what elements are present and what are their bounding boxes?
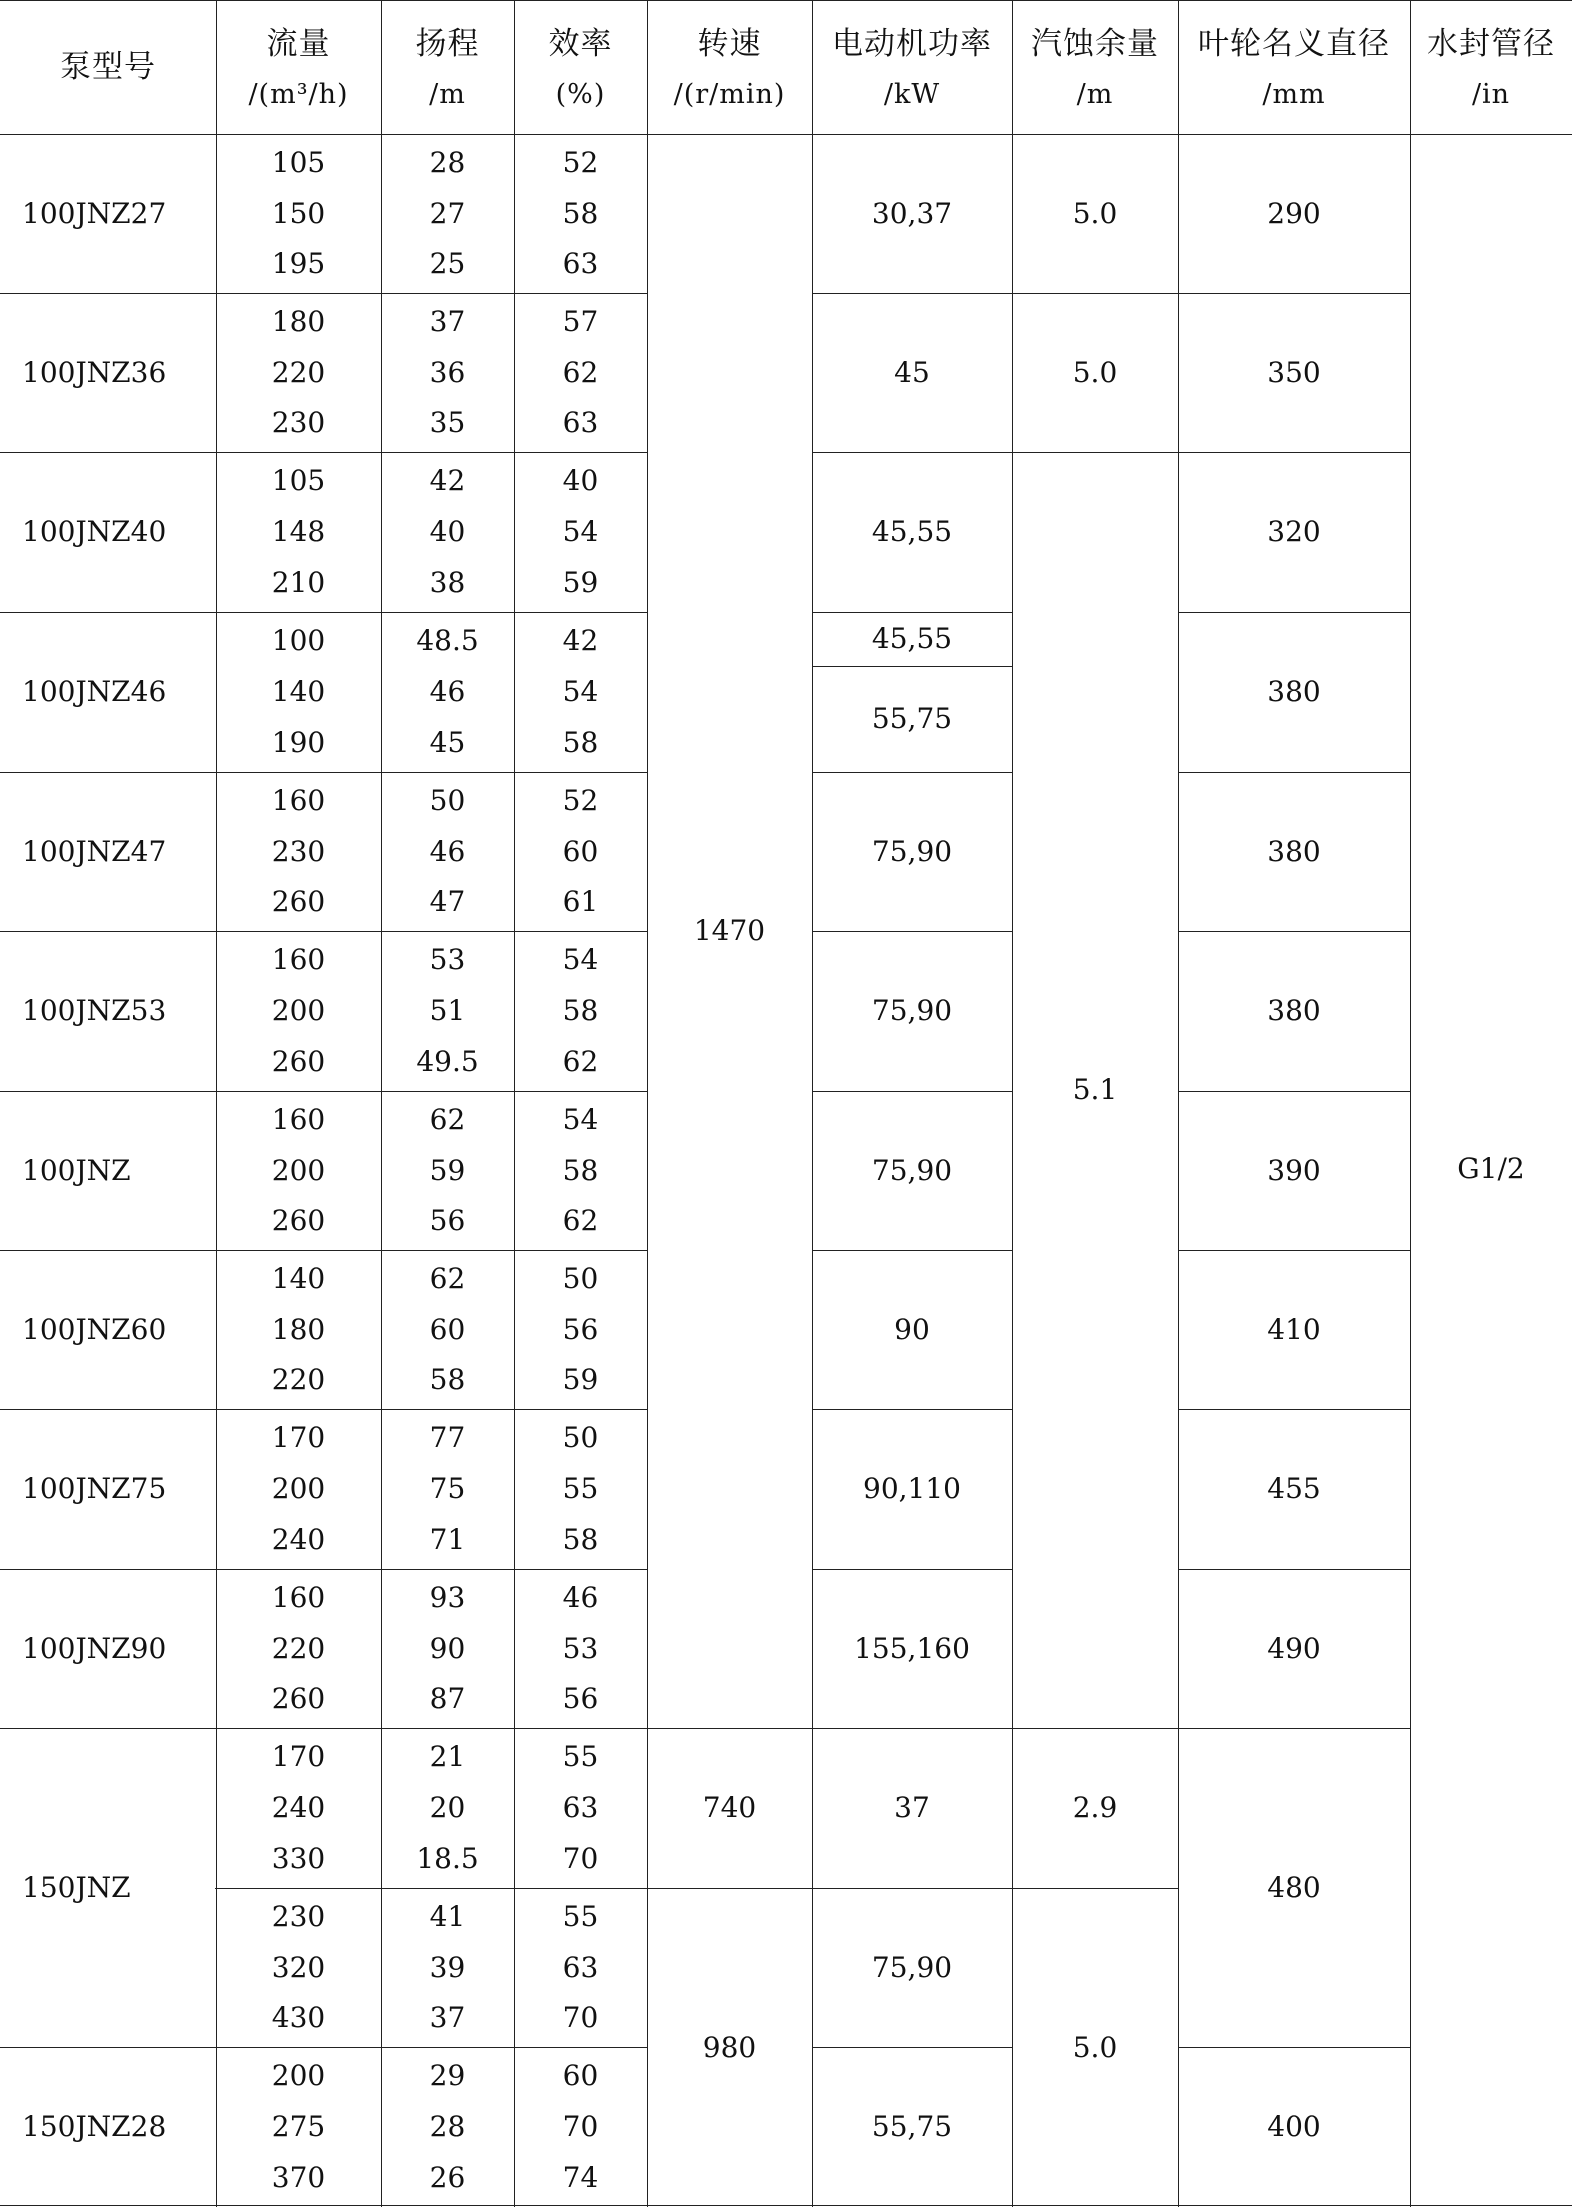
efficiency-value: 58 <box>562 196 599 230</box>
head-value: 41 <box>429 1899 466 1933</box>
flow-value: 230 <box>271 1899 326 1933</box>
flow-value: 160 <box>271 1580 326 1614</box>
table-column-rule <box>216 0 217 2207</box>
table-rule <box>0 931 647 932</box>
header-0: 泵型号 <box>60 49 156 85</box>
table-rule <box>812 1728 1012 1729</box>
efficiency-value: 70 <box>562 2001 599 2035</box>
head-value: 40 <box>429 515 466 548</box>
efficiency-value: 58 <box>562 1523 599 1557</box>
efficiency-value: 55 <box>562 1899 599 1933</box>
model-name: 150JNZ <box>22 1870 131 1904</box>
head-value: 56 <box>429 1204 466 1238</box>
efficiency-value: 50 <box>562 1261 599 1295</box>
flow-value: 330 <box>271 1842 326 1876</box>
table-rule <box>1178 452 1410 453</box>
table-rule <box>812 666 1012 667</box>
head-value: 75 <box>429 1472 466 1505</box>
head-value: 28 <box>429 145 466 179</box>
efficiency-value: 59 <box>562 566 599 600</box>
flow-value: 260 <box>271 885 326 919</box>
flow-value: 160 <box>271 1102 326 1136</box>
flow-value: 160 <box>271 783 326 817</box>
efficiency-value: 74 <box>562 2161 599 2195</box>
flow-value: 430 <box>271 2001 326 2035</box>
model-name: 100JNZ60 <box>22 1312 167 1346</box>
header-7: 叶轮名义直径 <box>1198 26 1390 62</box>
efficiency-value: 62 <box>562 1204 599 1238</box>
table-rule <box>812 1888 1012 1889</box>
speed-value: 740 <box>702 1791 757 1824</box>
head-value: 29 <box>429 2058 466 2092</box>
model-name: 100JNZ53 <box>22 994 167 1027</box>
flow-value: 230 <box>271 834 326 868</box>
flow-value: 190 <box>271 726 326 760</box>
impeller-diameter-value: 320 <box>1267 515 1321 548</box>
table-column-rule <box>647 0 648 2207</box>
table-rule <box>1178 1250 1410 1251</box>
head-value: 27 <box>429 196 466 230</box>
model-name: 100JNZ47 <box>22 834 167 868</box>
table-rule <box>0 1091 647 1092</box>
efficiency-value: 70 <box>562 2110 599 2143</box>
table-rule <box>647 1888 812 1889</box>
motor-power-value: 90,110 <box>863 1472 961 1505</box>
flow-value: 160 <box>271 942 326 976</box>
table-rule <box>812 612 1012 613</box>
header-2: 扬程 <box>415 26 480 62</box>
table-rule <box>0 0 1572 1</box>
head-value: 47 <box>429 885 466 919</box>
efficiency-value: 54 <box>562 1102 599 1136</box>
npsh-value: 5.0 <box>1072 2030 1118 2064</box>
efficiency-value: 50 <box>562 1420 599 1454</box>
table-rule <box>1178 1728 1410 1729</box>
efficiency-value: 56 <box>562 1312 599 1346</box>
table-rule <box>0 1569 647 1570</box>
impeller-diameter-value: 455 <box>1267 1472 1321 1505</box>
flow-value: 220 <box>271 1631 326 1665</box>
table-rule <box>1178 293 1410 294</box>
head-value: 38 <box>429 566 466 600</box>
table-rule <box>1012 1728 1178 1729</box>
motor-power-value: 75,90 <box>871 834 953 868</box>
head-value: 42 <box>429 463 466 497</box>
impeller-diameter-value: 490 <box>1267 1631 1321 1665</box>
table-column-rule <box>1410 0 1411 2207</box>
impeller-diameter-value: 380 <box>1267 994 1321 1027</box>
efficiency-value: 42 <box>562 623 599 657</box>
table-rule <box>1178 931 1410 932</box>
efficiency-value: 58 <box>562 994 599 1027</box>
head-value: 60 <box>429 1312 466 1346</box>
flow-value: 140 <box>271 1261 326 1295</box>
efficiency-value: 52 <box>562 783 599 817</box>
speed-value: 1470 <box>693 914 766 947</box>
motor-power-value: 90 <box>894 1312 930 1346</box>
flow-value: 150 <box>271 196 326 230</box>
flow-value: 200 <box>271 2058 326 2092</box>
header-unit-1: /(m³/h) <box>248 79 349 110</box>
table-rule <box>812 1091 1012 1092</box>
flow-value: 210 <box>271 566 326 600</box>
model-name: 150JNZ28 <box>22 2110 167 2143</box>
motor-power-value: 45 <box>894 355 930 389</box>
flow-value: 148 <box>271 515 326 548</box>
table-rule <box>0 134 1572 135</box>
table-rule <box>0 772 647 773</box>
impeller-diameter-value: 380 <box>1267 834 1321 868</box>
table-rule <box>1012 452 1178 453</box>
table-column-rule <box>812 0 813 2207</box>
head-value: 20 <box>429 1791 466 1824</box>
table-column-rule <box>381 0 382 2207</box>
model-name: 100JNZ40 <box>22 515 167 548</box>
head-value: 53 <box>429 942 466 976</box>
efficiency-value: 58 <box>562 1153 599 1187</box>
motor-power-value: 55,75 <box>871 2110 953 2143</box>
table-rule <box>812 452 1012 453</box>
header-1: 流量 <box>266 26 331 62</box>
model-name: 100JNZ36 <box>22 355 167 389</box>
table-rule <box>1178 1409 1410 1410</box>
motor-power-value: 37 <box>894 1791 930 1824</box>
efficiency-value: 60 <box>562 834 599 868</box>
table-column-rule <box>1178 0 1179 2207</box>
table-rule <box>216 1888 647 1889</box>
flow-value: 105 <box>271 145 326 179</box>
table-rule <box>812 293 1012 294</box>
head-value: 46 <box>429 834 466 868</box>
efficiency-value: 62 <box>562 355 599 389</box>
efficiency-value: 70 <box>562 1842 599 1876</box>
table-rule <box>0 2205 1572 2206</box>
flow-value: 200 <box>271 1153 326 1187</box>
impeller-diameter-value: 480 <box>1267 1870 1321 1904</box>
head-value: 93 <box>429 1580 466 1614</box>
table-rule <box>812 772 1012 773</box>
flow-value: 230 <box>271 406 326 440</box>
header-unit-8: /in <box>1471 79 1511 110</box>
model-name: 100JNZ90 <box>22 1631 167 1665</box>
seal-pipe-diameter-value: G1/2 <box>1457 1152 1525 1185</box>
table-rule <box>812 2047 1012 2048</box>
table-rule <box>1178 1569 1410 1570</box>
flow-value: 195 <box>271 247 326 281</box>
speed-value: 980 <box>702 2030 757 2064</box>
header-6: 汽蚀余量 <box>1031 26 1159 62</box>
efficiency-value: 63 <box>562 1950 599 1984</box>
flow-value: 105 <box>271 463 326 497</box>
table-rule <box>812 1569 1012 1570</box>
efficiency-value: 59 <box>562 1363 599 1397</box>
head-value: 28 <box>429 2110 466 2143</box>
efficiency-value: 53 <box>562 1631 599 1665</box>
head-value: 48.5 <box>416 623 479 657</box>
impeller-diameter-value: 380 <box>1267 675 1321 708</box>
table-rule <box>812 1409 1012 1410</box>
flow-value: 220 <box>271 355 326 389</box>
head-value: 77 <box>429 1420 466 1454</box>
efficiency-value: 61 <box>562 885 599 919</box>
flow-value: 240 <box>271 1523 326 1557</box>
head-value: 25 <box>429 247 466 281</box>
npsh-value: 5.0 <box>1072 355 1118 389</box>
header-4: 转速 <box>697 26 762 62</box>
motor-power-value: 75,90 <box>871 1153 953 1187</box>
efficiency-value: 55 <box>562 1739 599 1773</box>
table-rule <box>0 1250 647 1251</box>
flow-value: 180 <box>271 1312 326 1346</box>
head-value: 51 <box>429 994 466 1027</box>
head-value: 49.5 <box>416 1045 479 1079</box>
table-column-rule <box>1012 0 1013 2207</box>
efficiency-value: 54 <box>562 515 599 548</box>
impeller-diameter-value: 290 <box>1267 196 1321 230</box>
flow-value: 170 <box>271 1420 326 1454</box>
motor-power-value: 30,37 <box>871 196 953 230</box>
model-name: 100JNZ46 <box>22 675 167 708</box>
flow-value: 260 <box>271 1682 326 1716</box>
npsh-value: 5.0 <box>1072 196 1118 230</box>
flow-value: 170 <box>271 1739 326 1773</box>
flow-value: 200 <box>271 1472 326 1505</box>
table-rule <box>0 2047 647 2048</box>
head-value: 37 <box>429 2001 466 2035</box>
table-rule <box>0 1728 647 1729</box>
motor-power-value: 75,90 <box>871 1950 953 1984</box>
flow-value: 320 <box>271 1950 326 1984</box>
efficiency-value: 54 <box>562 942 599 976</box>
efficiency-value: 56 <box>562 1682 599 1716</box>
head-value: 71 <box>429 1523 466 1557</box>
flow-value: 240 <box>271 1791 326 1824</box>
table-rule <box>812 931 1012 932</box>
table-rule <box>1012 293 1178 294</box>
table-rule <box>1012 1888 1178 1889</box>
head-value: 59 <box>429 1153 466 1187</box>
efficiency-value: 54 <box>562 675 599 708</box>
head-value: 18.5 <box>416 1842 479 1876</box>
motor-power-value: 55,75 <box>871 702 953 735</box>
table-rule <box>1178 1091 1410 1092</box>
flow-value: 260 <box>271 1204 326 1238</box>
motor-power-value: 75,90 <box>871 994 953 1027</box>
npsh-value: 2.9 <box>1072 1791 1118 1824</box>
efficiency-value: 63 <box>562 406 599 440</box>
impeller-diameter-value: 400 <box>1267 2110 1321 2143</box>
motor-power-value: 45,55 <box>871 515 953 548</box>
head-value: 62 <box>429 1102 466 1136</box>
header-unit-2: /m <box>429 79 466 110</box>
header-3: 效率 <box>548 26 613 62</box>
efficiency-value: 63 <box>562 247 599 281</box>
motor-power-value: 155,160 <box>854 1631 970 1665</box>
table-rule <box>1178 772 1410 773</box>
motor-power-value: 45,55 <box>871 622 953 655</box>
flow-value: 370 <box>271 2161 326 2195</box>
head-value: 50 <box>429 783 466 817</box>
header-unit-7: /mm <box>1262 79 1326 110</box>
table-rule <box>647 1728 812 1729</box>
head-value: 35 <box>429 406 466 440</box>
flow-value: 220 <box>271 1363 326 1397</box>
head-value: 46 <box>429 675 466 708</box>
flow-value: 275 <box>271 2110 326 2143</box>
efficiency-value: 58 <box>562 726 599 760</box>
impeller-diameter-value: 350 <box>1267 355 1321 389</box>
head-value: 26 <box>429 2161 466 2195</box>
efficiency-value: 55 <box>562 1472 599 1505</box>
head-value: 21 <box>429 1739 466 1773</box>
head-value: 58 <box>429 1363 466 1397</box>
header-unit-4: /(r/min) <box>673 79 786 110</box>
flow-value: 180 <box>271 304 326 338</box>
flow-value: 100 <box>271 623 326 657</box>
head-value: 87 <box>429 1682 466 1716</box>
efficiency-value: 60 <box>562 2058 599 2092</box>
head-value: 90 <box>429 1631 466 1665</box>
efficiency-value: 63 <box>562 1791 599 1824</box>
efficiency-value: 40 <box>562 463 599 497</box>
header-unit-3: (%) <box>555 79 606 110</box>
table-rule <box>1178 612 1410 613</box>
efficiency-value: 52 <box>562 145 599 179</box>
table-column-rule <box>514 0 515 2207</box>
impeller-diameter-value: 390 <box>1267 1153 1321 1187</box>
table-rule <box>0 612 647 613</box>
table-rule <box>0 452 647 453</box>
header-8: 水封管径 <box>1427 26 1555 62</box>
efficiency-value: 57 <box>562 304 599 338</box>
model-name: 100JNZ27 <box>22 196 167 230</box>
header-unit-6: /m <box>1076 79 1114 110</box>
table-rule <box>0 293 647 294</box>
header-unit-5: /kW <box>883 79 941 110</box>
head-value: 39 <box>429 1950 466 1984</box>
head-value: 37 <box>429 304 466 338</box>
head-value: 62 <box>429 1261 466 1295</box>
model-name: 100JNZ75 <box>22 1472 167 1505</box>
table-rule <box>1178 2047 1410 2048</box>
flow-value: 260 <box>271 1045 326 1079</box>
flow-value: 140 <box>271 675 326 708</box>
npsh-value: 5.1 <box>1072 1073 1118 1106</box>
model-name: 100JNZ <box>22 1153 131 1187</box>
head-value: 36 <box>429 355 466 389</box>
efficiency-value: 46 <box>562 1580 599 1614</box>
head-value: 45 <box>429 726 466 760</box>
table-rule <box>812 1250 1012 1251</box>
table-rule <box>0 1409 647 1410</box>
impeller-diameter-value: 410 <box>1267 1312 1321 1346</box>
header-5: 电动机功率 <box>832 26 992 62</box>
flow-value: 200 <box>271 994 326 1027</box>
efficiency-value: 62 <box>562 1045 599 1079</box>
